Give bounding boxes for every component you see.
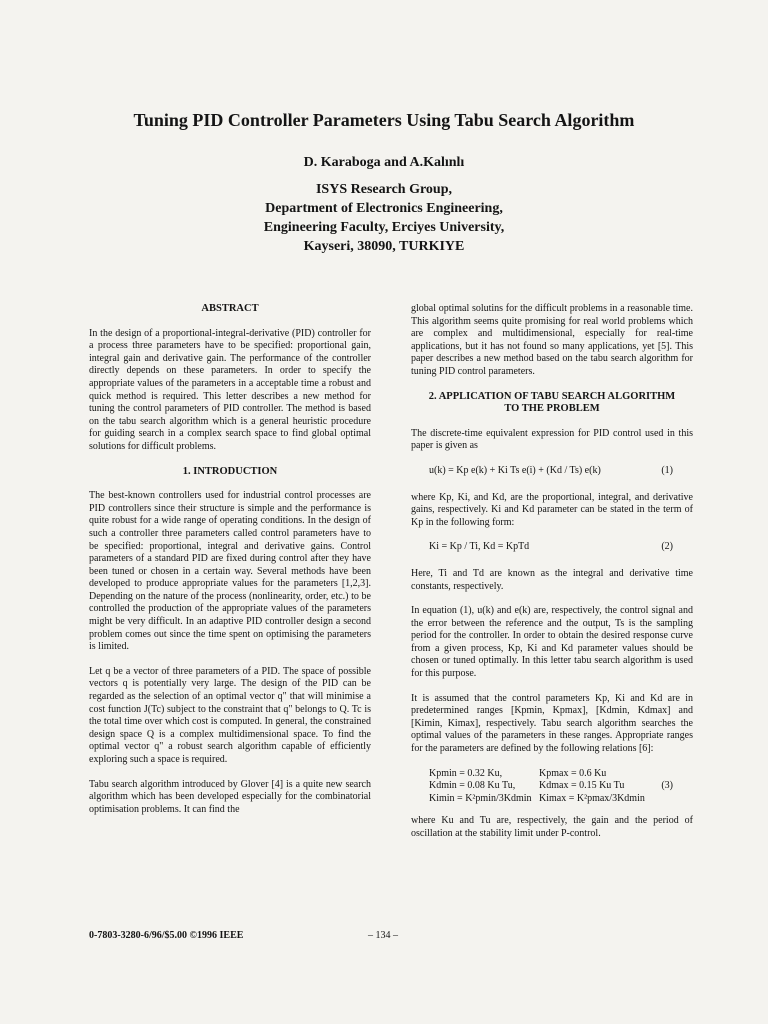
paragraph: global optimal solutins for the difficult problems in a reasonable time. This algorithm seems quite promising for real world problems which are complex and multidimensional, especially for real-time applications, but it has not found so many applications, yet [5]. This paper describes a new method based on the tabu search algorithm for tuning PID control parameters. bbox=[411, 303, 693, 377]
equation-row bbox=[429, 780, 661, 793]
paper-title: Tuning PID Controller Parameters Using Tabu Search Algorithm bbox=[133, 110, 635, 130]
affiliation-line: Department of Electronics Engineering, bbox=[265, 201, 503, 216]
affiliation-line: ISYS Research Group, bbox=[315, 182, 452, 197]
equation-cell: Kdmax = 0.15 Ku Tu bbox=[539, 780, 625, 792]
equation-text: Ki = Kp / Ti, Kd = KpTd bbox=[429, 541, 530, 553]
paragraph: Let q be a vector of three parameters of a PID. The space of possible vectors q is potentially very large. The design of the PID can be regarded as the selection of an optimal vector q" that will minimise a cost function J(Tc) subject to the constraint that q" belongs to Q. Tc is the total time over which cost is computed. In general, the constrained design space Q is a complex multidimensional space. To find the optimal vector q" a robust search algorithm capable of efficiently exploring such a space is required. bbox=[89, 665, 371, 765]
equation-cell: Kimax = K²pmax/3Kdmin bbox=[539, 792, 645, 804]
paragraph: In equation (1), u(k) and e(k) are, respectively, the control signal and the error between the reference and the output, Ts is the sampling period for the controller. In order to obtain the desired response curve from a given process, Kp, Ki and Kd parameter values should be chosen or tuned optimally. In this letter tabu search algorithm is used for this purpose. bbox=[411, 605, 693, 680]
paragraph: The best-known controllers used for industrial control processes are PID controllers since their structure is simple and the performance is quite robust for a wide range of operating conditions. In the design of such a controller three parameters called control parameters have to be specified: proportional, integral and derivative gains. Control parameters of a standard PID are fixed during control after they have been tuned or chosen in a certain way. Several methods have been developed to produce appropriate values for the parameters [1,2,3]. Depending on the nature of the process (nonlinearity, order, etc.) to be controlled the production of the appropriate values of the parameters might be very difficult. In an adaptive PID controller design a second problem comes out since the time spent on optimising the parameters is limited. bbox=[89, 490, 371, 653]
equation-text: u(k) = Kp e(k) + Ki Ts e(i) + (Kd / Ts) e(k) bbox=[429, 464, 601, 476]
equation-cell: Kdmin = 0.08 Ku Tu, bbox=[429, 780, 516, 792]
affiliation-line: Kayseri, 38090, TURKIYE bbox=[303, 239, 465, 254]
left-column bbox=[89, 303, 371, 828]
paragraph: Here, Ti and Td are known as the integral and derivative time constants, respectively. bbox=[411, 567, 693, 592]
equation-1 bbox=[411, 465, 693, 478]
paragraph: Tabu search algorithm introduced by Glover [4] is a quite new search algorithm which has been developed especially for the combinatorial optimisation problems. It can find the bbox=[89, 778, 371, 815]
equation-rows bbox=[429, 768, 661, 806]
equation-2 bbox=[411, 541, 693, 554]
paragraph: where Kp, Ki, and Kd, are the proportional, integral, and derivative gains, respectively. Ki and Kd parameter can be stated in the term of Kp in the following form: bbox=[411, 491, 693, 528]
paragraph: It is assumed that the control parameters Kp, Ki and Kd are in predetermined ranges [Kpmin, Kpmax], [Kdmin, Kdmax] and [Kimin, Kimax], respectively. Tabu search algorithm searches the optimal values of the parameters in these ranges. Appropriate ranges for the parameters are defined by the following relations [6]: bbox=[411, 692, 693, 755]
equation-number: (2) bbox=[661, 541, 673, 553]
equation-row bbox=[429, 768, 661, 781]
equation-number: (3) bbox=[661, 780, 673, 792]
equation-cell: Kpmin = 0.32 Ku, bbox=[429, 767, 503, 779]
paragraph: where Ku and Tu are, respectively, the gain and the period of oscillation at the stability limit under P-control. bbox=[411, 815, 693, 839]
equation-number: (1) bbox=[661, 464, 673, 476]
affiliation bbox=[0, 180, 768, 256]
introduction-heading: 1. INTRODUCTION bbox=[182, 465, 278, 477]
equation-cell: Kpmax = 0.6 Ku bbox=[539, 767, 607, 779]
affiliation-line: Engineering Faculty, Erciyes University, bbox=[263, 220, 505, 235]
right-column bbox=[411, 303, 693, 853]
section2-heading bbox=[411, 391, 693, 416]
paragraph: The discrete-time equivalent expression for PID control used in this paper is given as bbox=[411, 427, 693, 452]
abstract-heading: ABSTRACT bbox=[201, 303, 259, 314]
copyright-line: 0-7803-3280-6/96/$5.00 ©1996 IEEE bbox=[89, 930, 244, 941]
section2-heading-line: TO THE PROBLEM bbox=[504, 403, 600, 415]
equation-cell: Kimin = K²pmin/3Kdmin bbox=[429, 792, 532, 804]
equation-row bbox=[429, 793, 661, 806]
section2-heading-line: 2. APPLICATION OF TABU SEARCH ALGORITHM bbox=[428, 390, 676, 402]
authors: D. Karaboga and A.Kalınlı bbox=[303, 155, 465, 170]
abstract-text: In the design of a proportional-integral-derivative (PID) controller for a process three parameters have to be specified: proportional gain, integral gain and derivative gain. The performance of the controller directly depends on these parameters. In order to specify the appropriate values of the parameters in a acceptable time a robust and quick method is required. This letter describes a new method for tuning the control parameters of PID controller. The method is based on the tabu search algorithm which is a general heuristic procedure for guiding search in a complex search space to find global optimal solutions for difficult problems. bbox=[89, 327, 371, 452]
page-number: – 134 – bbox=[368, 930, 398, 941]
equation-3 bbox=[411, 768, 693, 806]
